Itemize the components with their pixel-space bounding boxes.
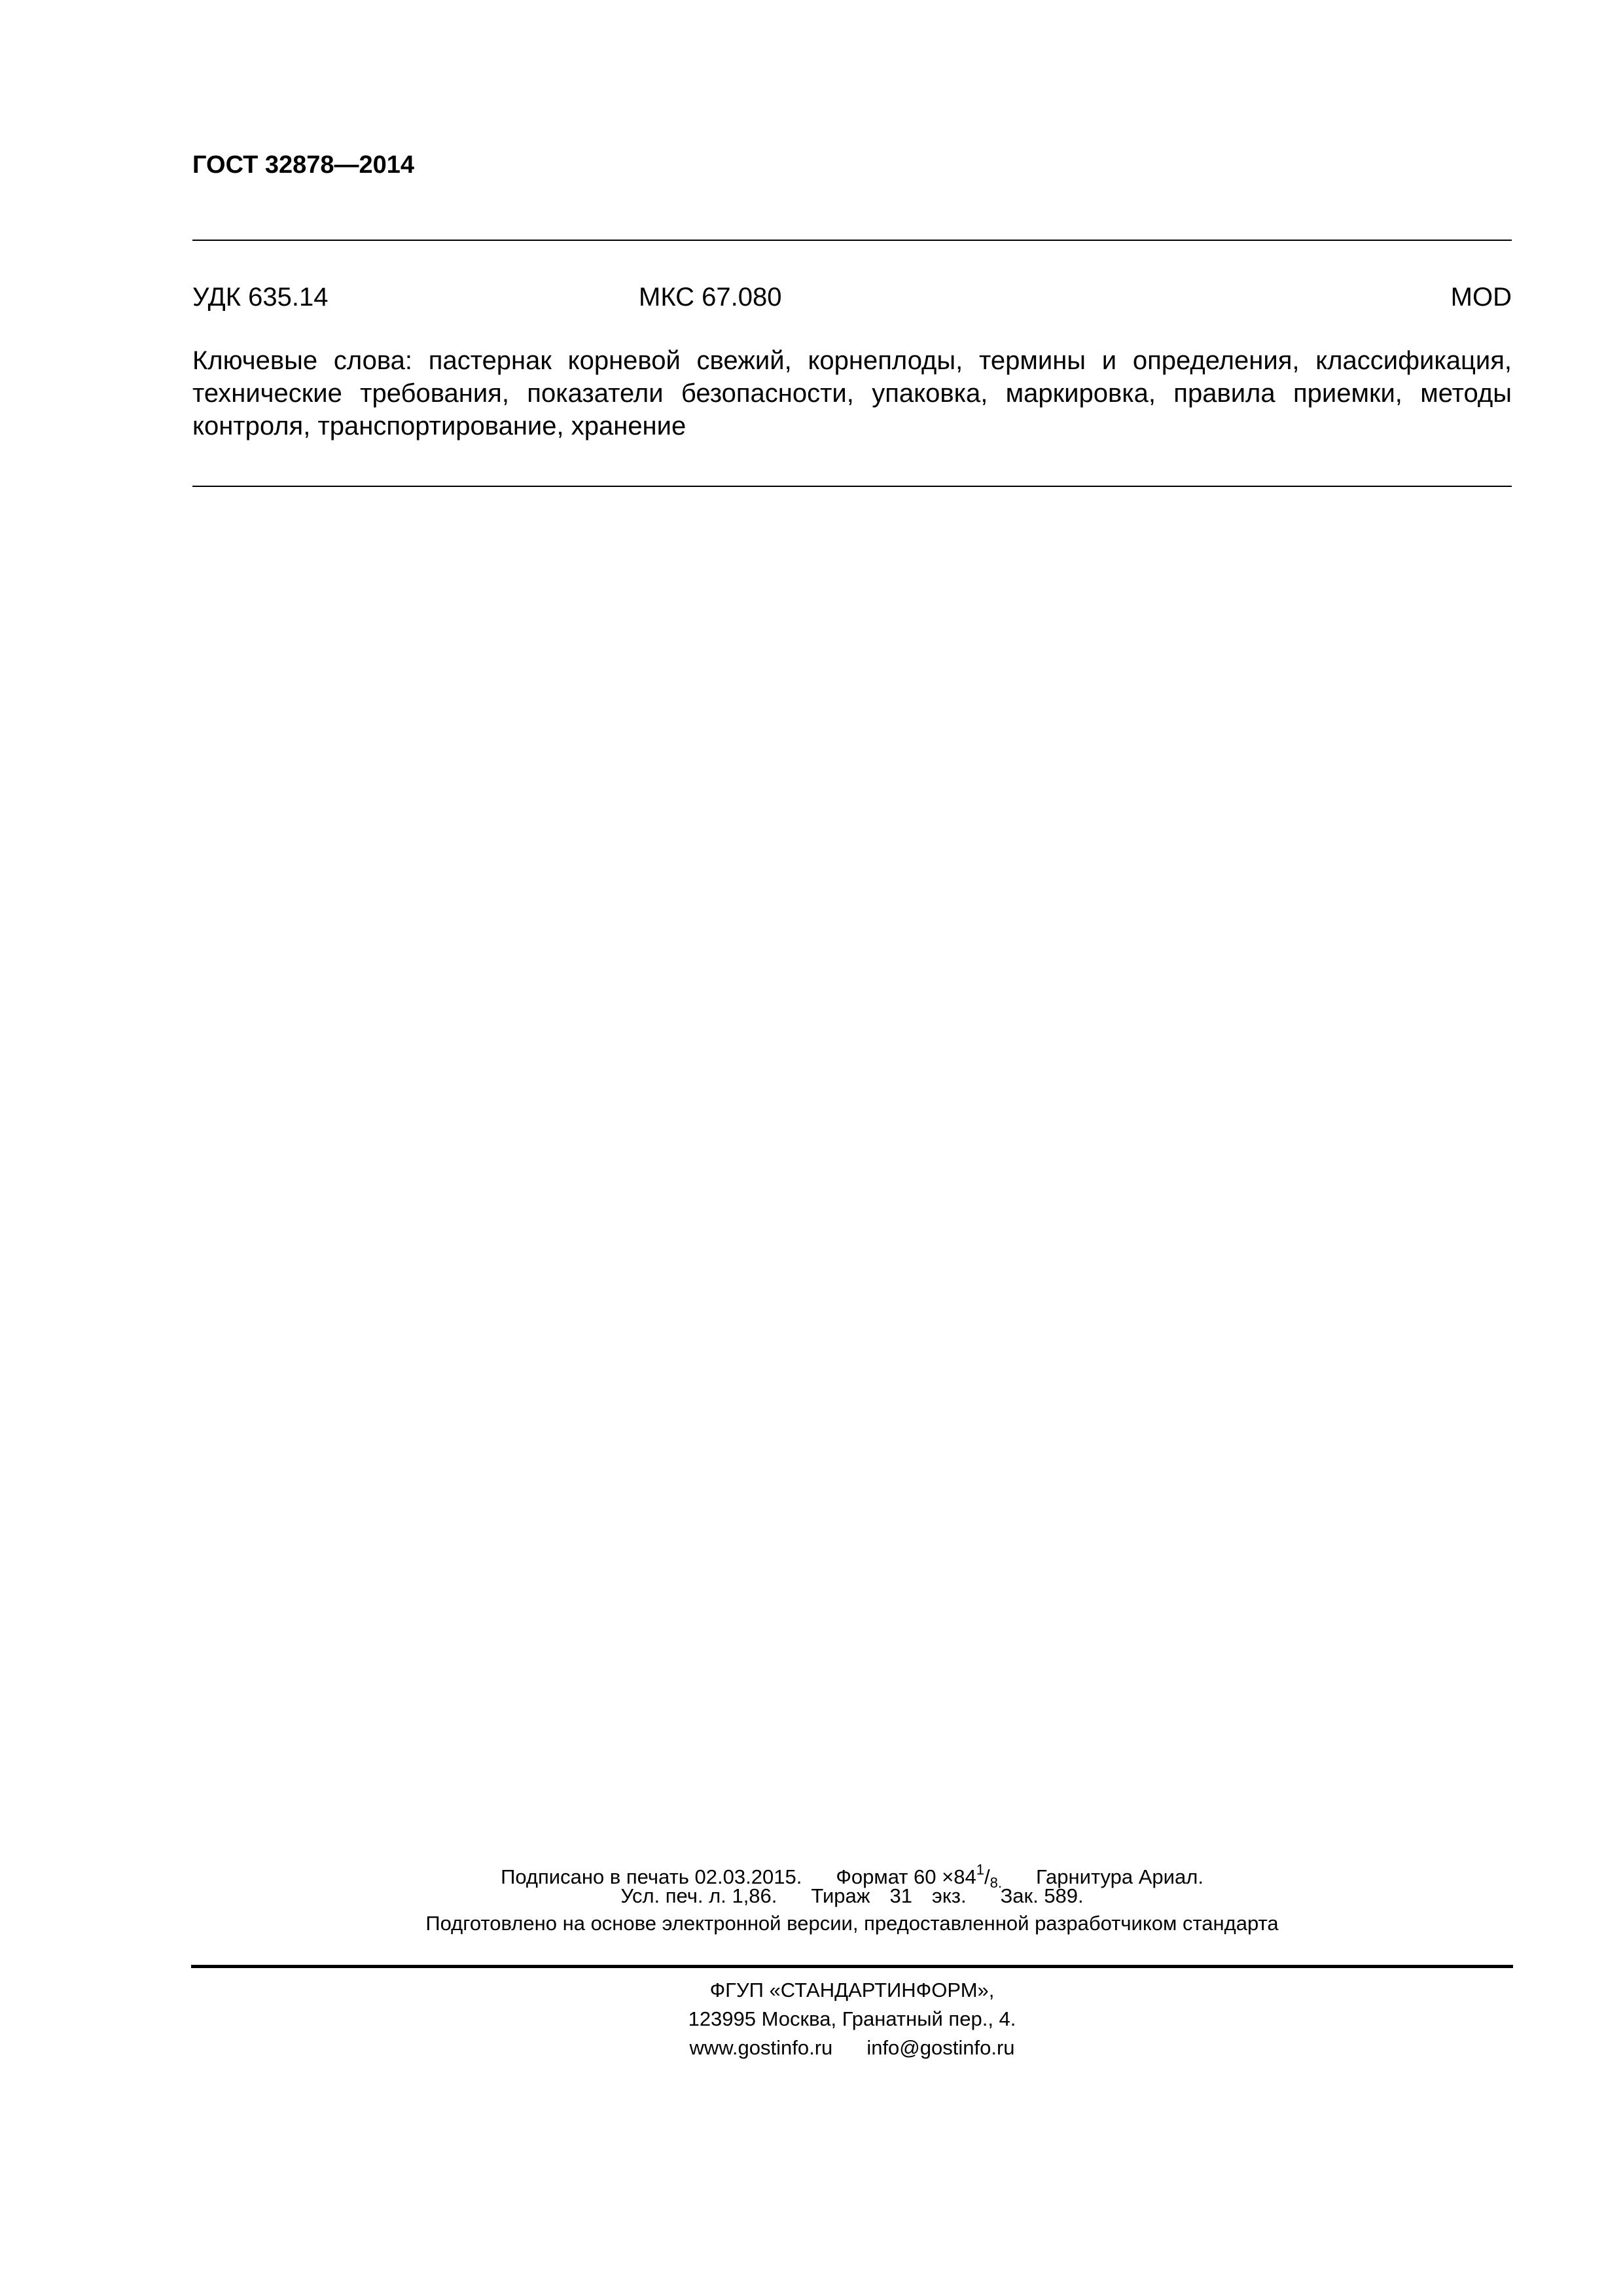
format-numerator: 1 [976,1861,984,1878]
format-label: Формат 60 ×84 [836,1865,976,1888]
middle-divider [192,486,1512,487]
keywords-paragraph: Ключевые слова: пастернак корневой свежий, корнеплоды, термины и определения, классификация, технические требования, показатели безопасности, упаковка, маркировка, правила приемки, методы контроля, транспортирование, хранение [192,346,1512,440]
circulation-value: 31 [889,1884,912,1907]
typeface: Гарнитура Ариал. [1036,1865,1204,1888]
top-divider [192,240,1512,241]
signed-date: Подписано в печать 02.03.2015. [501,1865,802,1888]
publisher-contacts [192,2036,1512,2060]
bottom-divider [191,1965,1513,1968]
prepared-note: Подготовлено на основе электронной версии, предоставленной разработчиком стандарта [425,1912,1279,1935]
udk-code: УДК 635.14 [192,283,329,312]
classification-row [192,280,1512,314]
format-denominator: 8 [990,1874,998,1891]
order-number: Зак. 589. [1000,1884,1084,1907]
print-sheets: Усл. печ. л. 1,86. [620,1884,777,1907]
modification-mark: MOD [1450,283,1512,312]
publisher-name: ФГУП «СТАНДАРТИНФОРМ», [709,1979,995,2001]
document-code: ГОСТ 32878—2014 [192,151,415,179]
publisher-address: 123995 Москва, Гранатный пер., 4. [688,2007,1016,2030]
format-period: . [997,1874,1002,1891]
mks-code: МКС 67.080 [639,283,782,312]
format-slash: / [984,1865,990,1888]
email-link[interactable]: info@gostinfo.ru [866,2036,1015,2059]
website-link[interactable]: www.gostinfo.ru [689,2036,833,2059]
imprint-line-2 [192,1884,1512,1909]
circulation-unit: экз. [932,1884,967,1907]
circulation-label: Тираж [811,1884,870,1907]
